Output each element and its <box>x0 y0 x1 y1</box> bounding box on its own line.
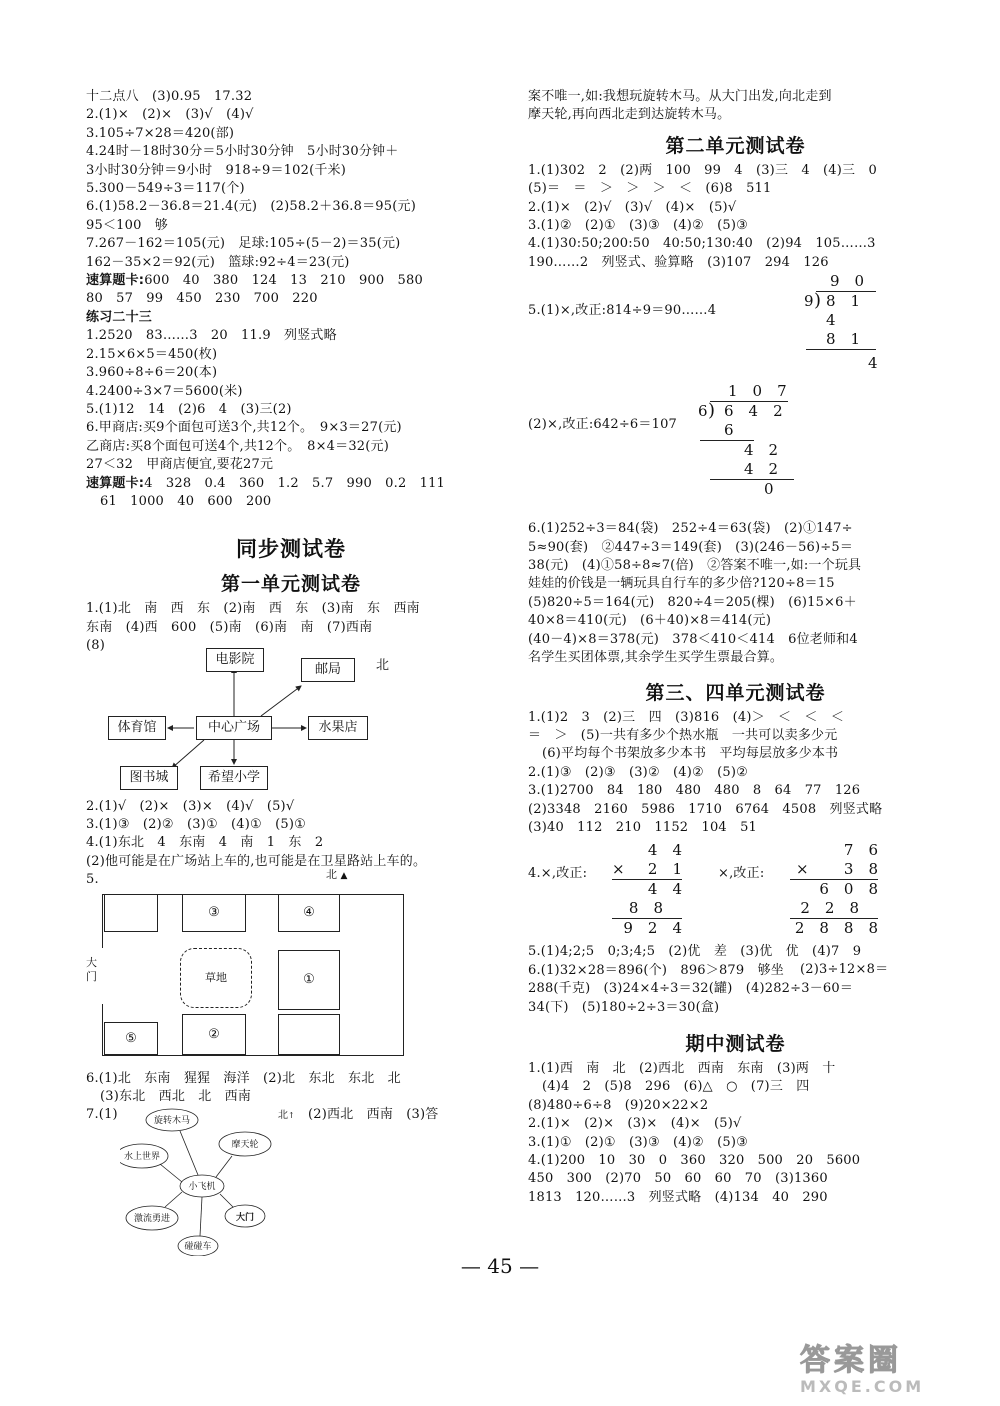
right-column: 案不唯一,如:我想玩旋转木马。从大门出发,向北走到 摩天轮,再向西北走到达旋转木马。 第二单元测试卷 1.(1)302 2 (2)两 100 99 4 (3)三 4 (4)三 0 (5)＝ ＝ ＞ ＞ ＞ ＜ (6)8 511 2.(1)× (2)√ (3)√ (4)× (5)√ 3.(1)② (2)① (3)③ (4)② (5)③ 4.(1)30:50;200:50 40:50;130:40 (2)94 105……3 190……2 列竖式、验算略 (3)107 294 126 5.(1)×,改正:814÷9＝90……4 9 0 9 ) 8 1 4 8 1 4 (2)×,改正:642÷6＝107 1 0 7 6 ) 6 4 2 6 4 2 4 2 0 6.(1)252÷3＝84(袋) 252÷4＝63(袋) (2)①147÷ 5≈90(套) ②447÷3＝149(套) (3)(246－56)÷5＝ 38(元) (4)①58÷8≈7(倍) ②答案不唯一,如:一个玩具 娃娃的价钱是一辆玩具自行车的多少倍?120÷8＝15 (5)820÷5＝164(元) 820÷4＝205(棵) (6)15×6＋ 40×8＝410(元) (6＋40)×8＝414(元) (40－4)×8＝378(元) 378＜410＜414 6位老师和4 名学生买团体票,其余学生买学生票最合算。 第三、四单元测试卷 1.(1)2 3 (2)三 四 (3)816 (4)＞ ＜ ＜ ＜ ＝ ＞ (5)一共有多少个热水瓶 一共可以卖多少元 (6)平均每个书架放多少本书 平均每层放多少本书 2.(1)③ (2)③ (3)② (4)② (5)② 3.(1)2700 84 180 480 480 8 64 77 126 (2)3348 2160 5986 1710 6764 4508 列竖式略 (3)40 112 210 1152 104 51 4.×,改正: 4 4 × 2 1 4 4 8 8 9 2 4 ×,改正: 7 6 × 3 8 6 0 8 2 2 8 2 8 8 8 5.(1)4;2;5 0;3;4;5 (2)优 差 (3)优 优 (4)7 9 6.(1)32×28＝896(个) 896＞879 够坐 288(千克) (3)24×4÷3＝32(罐) (4)282÷3－60＝ 34(下) (5)180÷2÷3＝30(盒) (2)3÷12×8＝ 期中测试卷 1.(1)西 南 北 (2)西北 西南 东南 (3)两 十 (4)4 2 (5)8 296 (6)△ ○ (7)三 四 (8)480÷6÷8 (9)20×22×2 2.(1)× (2)× (3)× (4)× (5)√ 3.(1)① (2)① (3)③ (4)② (5)③ 4.(1)200 10 30 0 360 320 500 20 5600 450 300 (2)70 50 60 60 70 (3)1360 1813 120……3 列竖式略 (4)134 40 290 <box>528 88 943 1207</box>
div2-work <box>700 382 790 499</box>
div2-divisor: 6 <box>698 402 708 421</box>
mul2-p1: 6 0 8 <box>819 880 878 899</box>
unit2-answers <box>528 162 943 272</box>
map5-block-1: ① <box>278 950 340 1010</box>
answer-line: 6.(1)32×28＝896(个) 896＞879 够坐 <box>528 962 784 978</box>
answer-line: (5)820÷5＝164(元) 820÷4＝205(棵) (6)15×6＋ <box>528 594 857 610</box>
speed-card-2-cont: 61 1000 40 600 200 <box>100 493 272 509</box>
unit1-title: 第一单元测试卷 <box>220 573 361 596</box>
watermark-logo <box>800 1345 990 1400</box>
mul1-p2: 8 8 <box>612 899 682 919</box>
mul1-b-row <box>612 860 682 880</box>
answer-line: 摩天轮,再向西北走到达旋转木马。 <box>528 107 731 123</box>
answer-line: (4)4 2 (5)8 296 (6)△ ○ (7)三 四 <box>542 1079 810 1095</box>
map8-library: 图书城 <box>120 766 178 790</box>
answer-line: (6)平均每个书架放多少本书 平均每层放多少本书 <box>542 746 839 762</box>
div1-rem: 4 <box>868 354 878 373</box>
answer-line: 6.甲商店:买9个面包可送3个,共12个。 9×3＝27(元) <box>86 420 402 436</box>
mul1-op: × <box>612 860 625 879</box>
answer-line: (3)东北 西北 北 西南 <box>100 1089 252 1104</box>
answer-line: 2.(1)× (2)√ (3)√ (4)× (5)√ <box>528 199 737 215</box>
answer-line: 95＜100 够 <box>86 217 168 233</box>
answer-line: 6.(1)252÷3＝84(袋) 252÷4＝63(袋) (2)①147÷ <box>528 521 853 537</box>
exercise-23-title: 练习二十三 <box>86 309 153 325</box>
q7-label: 7.(1) <box>86 1107 118 1123</box>
map8-school: 希望小学 <box>200 766 268 790</box>
answer-line: 190……2 列竖式、验算略 (3)107 294 126 <box>528 254 829 270</box>
div1-bracket: ) <box>814 290 822 312</box>
answer-line: 1.(1)北 南 西 东 (2)南 西 东 (3)南 东 西南 <box>86 601 420 617</box>
page-number: — 45 — <box>460 1254 540 1278</box>
sync-test-title: 同步测试卷 <box>236 537 346 562</box>
mul2-a: 7 6 <box>843 841 878 860</box>
answer-line: 1.(1)西 南 北 (2)西北 西南 东南 (3)两 十 <box>528 1060 836 1076</box>
answer-line: 案不唯一,如:我想玩旋转木马。从大门出发,向北走到 <box>528 89 832 104</box>
div1-dividend: 8 1 4 <box>826 292 876 330</box>
map5-grass: 草地 <box>180 948 252 1008</box>
answer-line: 27＜32 甲商店便宜,要花27元 <box>86 457 274 473</box>
div1-quotient: 9 0 <box>830 272 865 291</box>
div2-rem: 0 <box>764 480 774 499</box>
answer-line: (40－4)×8＝378(元) 378＜410＜414 6位老师和4 <box>528 631 858 647</box>
mul1-p1: 4 4 <box>647 880 682 899</box>
map5-block-3: ③ <box>182 894 246 932</box>
answer-line: 4.(1)200 10 30 0 360 320 500 20 5600 <box>528 1153 861 1168</box>
map8-fruit: 水果店 <box>308 716 368 740</box>
map5-block-se <box>278 1014 340 1055</box>
answer-line: 162－35×2＝92(元) 篮球:92÷4＝23(元) <box>86 254 350 270</box>
answer-line: 4.(1)30:50;200:50 40:50;130:40 (2)94 105……3 <box>528 236 876 252</box>
answer-line: 3.(1)③ (2)② (3)① (4)① (5)① <box>86 816 306 832</box>
answer-line: 2.15×6×5＝450(枚) <box>86 346 218 362</box>
map8-north: 北 <box>376 657 390 673</box>
multiplication-section <box>528 837 943 943</box>
unit34-title: 第三、四单元测试卷 <box>645 681 826 704</box>
q7-text: (2)西北 西南 (3)答 <box>308 1107 439 1123</box>
map8-square: 中心广场 <box>196 716 272 740</box>
unit1-answers-b <box>86 798 496 890</box>
div2-s3: 4 2 <box>710 460 794 480</box>
watermark-main: 答案圈 <box>800 1343 902 1378</box>
map5-gate: 大门 <box>86 955 97 983</box>
speed-card-1-cont: 80 57 99 450 230 700 220 <box>86 291 318 307</box>
answer-line: 2.(1)③ (2)③ (3)② (4)② (5)② <box>528 764 748 780</box>
answer-line: 1.(1)302 2 (2)两 100 99 4 (3)三 4 (4)三 0 <box>528 162 877 178</box>
answer-line: 5. <box>86 872 99 888</box>
park-map-5 <box>86 867 496 1070</box>
mul2-res: 2 8 8 8 <box>794 919 878 938</box>
midterm-answers <box>528 1060 943 1207</box>
answer-line: 3.(1)② (2)① (3)③ (4)② (5)③ <box>528 218 748 234</box>
map7-water: 水上世界 <box>123 1152 161 1163</box>
direction-map-8 <box>86 651 496 788</box>
div2-bracket: ) <box>708 400 716 422</box>
answer-line: 450 300 (2)70 50 60 60 70 (3)1360 <box>528 1171 828 1187</box>
answer-line: 娃娃的价钱是一辆玩具自行车的多少倍?120÷8＝15 <box>528 576 835 592</box>
div1-work <box>806 272 876 373</box>
answer-line: 3.(1)2700 84 180 480 480 8 64 77 126 <box>528 783 861 799</box>
answer-line: 1813 120……3 列竖式略 (4)134 40 290 <box>528 1189 828 1205</box>
unit1-answers-c <box>86 1070 496 1107</box>
unit34-answers-b <box>528 943 943 1017</box>
answer-line: 2.(1)× (2)× (3)√ (4)√ <box>86 107 254 123</box>
map5-block-5: ⑤ <box>104 1022 158 1055</box>
mul2-p2: 2 2 8 <box>790 899 878 919</box>
answer-line: 6.(1)北 东南 猩猩 海洋 (2)北 东北 东北 北 <box>86 1070 401 1086</box>
long-division-2 <box>528 382 943 520</box>
answer-line: 5.(1)4;2;5 0;3;4;5 (2)优 差 (3)优 优 (4)7 9 <box>528 944 862 960</box>
div1-sub: 8 1 <box>806 330 876 350</box>
map7-gate: 大门 <box>235 1213 255 1224</box>
div2-s1: 6 <box>700 421 754 441</box>
answer-line: 3小时30分钟＝9小时 918÷9＝102(千米) <box>86 162 347 178</box>
map7-drawing <box>120 1106 300 1256</box>
right-top-answers <box>528 88 943 125</box>
map8-cinema: 电影院 <box>206 648 264 672</box>
answer-line: 名学生买团体票,其余学生买学生票最合算。 <box>528 650 784 666</box>
mul2-op: × <box>796 860 809 879</box>
left-top-answers <box>86 88 496 272</box>
left-column <box>86 88 496 1256</box>
mul2-work <box>790 841 878 938</box>
answer-line: ＝ ＞ (5)一共有多少个热水瓶 一共可以卖多少元 <box>528 727 838 743</box>
map5-north: 北 ▲ <box>326 867 348 881</box>
answer-line: (3)40 112 210 1152 104 51 <box>528 819 758 835</box>
exercise-23-answers <box>86 327 496 474</box>
map7-carousel: 旋转木马 <box>153 1116 191 1127</box>
answer-line: 6.(1)58.2－36.8＝21.4(元) (2)58.2＋36.8＝95(元) <box>86 199 416 215</box>
answer-line: 3.(1)① (2)① (3)③ (4)② (5)③ <box>528 1134 748 1150</box>
answer-line: 1.2520 83……3 20 11.9 列竖式略 <box>86 328 337 344</box>
div2-quotient: 1 0 7 <box>728 382 787 401</box>
answer-line: 十二点八 (3)0.95 17.32 <box>86 89 253 104</box>
midterm-title: 期中测试卷 <box>685 1032 786 1055</box>
q4-label-1: 4.×,改正: <box>528 866 588 882</box>
answer-line: 2.(1)× (2)× (3)× (4)× (5)√ <box>528 1116 742 1132</box>
answer-line: 288(千克) (3)24×4÷3＝32(罐) (4)282÷3－60＝ <box>528 981 854 997</box>
div1-dividend-row <box>804 290 876 330</box>
div1-divisor: 9 <box>804 292 814 311</box>
speed-card-1: 速算题卡:600 40 380 124 13 210 900 580 <box>86 273 423 289</box>
answer-line: 3.960÷8÷6＝20(本) <box>86 365 218 381</box>
map5-block-2: ② <box>182 1014 246 1055</box>
q5-1-text: 5.(1)×,改正:814÷9＝90……4 <box>528 303 717 319</box>
mul1-b: 2 1 <box>647 860 682 879</box>
map7-bumper: 碰碰车 <box>184 1242 212 1253</box>
answer-line: 2.(1)√ (2)× (3)× (4)√ (5)√ <box>86 798 295 814</box>
map5-block-4: ④ <box>278 894 340 932</box>
answer-line: 7.267－162＝105(元) 足球:105÷(5－2)＝35(元) <box>86 236 401 252</box>
amusement-map-7 <box>86 1106 496 1256</box>
answer-line: 5.(1)12 14 (2)6 4 (3)三(2) <box>86 401 292 417</box>
long-division-1 <box>528 272 943 373</box>
answer-line: 1.(1)2 3 (2)三 四 (3)816 (4)＞ ＜ ＜ ＜ <box>528 709 845 725</box>
map7-ferris: 摩天轮 <box>231 1140 259 1151</box>
answer-line: 5≈90(套) ②447÷3＝149(套) (3)(246－56)÷5＝ <box>528 539 854 555</box>
map5-block-nw <box>104 894 158 932</box>
div2-s2: 4 2 <box>744 441 779 460</box>
map8-post: 邮局 <box>301 658 355 682</box>
q4-label-2: ×,改正: <box>718 866 765 882</box>
answer-line: 4.2400÷3×7＝5600(米) <box>86 383 243 399</box>
mul2-b-row <box>790 860 878 880</box>
mul1-a: 4 4 <box>647 841 682 860</box>
mul1-res: 9 2 4 <box>623 919 682 938</box>
answer-line: (2)3348 2160 5986 1710 6764 4508 列竖式略 <box>528 801 883 817</box>
answer-line: (8) <box>86 638 106 654</box>
answer-line: (8)480÷6÷8 (9)20×22×2 <box>528 1097 709 1113</box>
unit2-answers-b <box>528 520 943 667</box>
unit2-title: 第二单元测试卷 <box>665 134 806 157</box>
div2-dividend: 6 4 2 <box>724 402 783 421</box>
mul1-work <box>612 841 682 938</box>
answer-line: 4.24时－18时30分＝5小时30分钟 5小时30分钟＋ <box>86 144 399 160</box>
mul2-b: 3 8 <box>843 860 878 879</box>
answer-line: 40×8＝410(元) (6＋40)×8＝414(元) <box>528 613 772 629</box>
map8-gym: 体育馆 <box>108 716 166 740</box>
unit34-answers <box>528 709 943 838</box>
div2-dividend-row <box>698 400 788 422</box>
answer-line: 乙商店:买8个面包可送4个,共12个。 8×4＝32(元) <box>86 438 390 454</box>
map7-north: 北↑ <box>278 1110 295 1122</box>
answer-line: 34(下) (5)180÷2÷3＝30(盒) <box>528 999 720 1015</box>
answer-line: 东南 (4)西 600 (5)南 (6)南 南 (7)西南 <box>86 619 373 635</box>
answer-line: (2)他可能是在广场站上车的,也可能是在卫星路站上车的。 <box>86 853 427 869</box>
answer-line: 4.(1)东北 4 东南 4 南 1 东 2 <box>86 835 324 851</box>
speed-card-2: 速算题卡:4 328 0.4 360 1.2 5.7 990 0.2 111 <box>86 475 446 491</box>
map7-rapids: 激流勇进 <box>133 1214 171 1225</box>
map5-gate-gap <box>101 948 104 1004</box>
answer-line: 3.105÷7×28＝420(部) <box>86 125 235 141</box>
answer-line: (5)＝ ＝ ＞ ＞ ＞ ＜ (6)8 511 <box>528 181 772 197</box>
answer-line: 38(元) (4)①58÷8≈7(倍) ②答案不唯一,如:一个玩具 <box>528 558 862 574</box>
watermark-url: MXQE.COM <box>800 1377 925 1396</box>
map7-plane: 小飞机 <box>188 1182 216 1193</box>
answer-line: 5.300－549÷3＝117(个) <box>86 181 245 197</box>
unit1-answers-a <box>86 600 496 655</box>
q5-2-text: (2)×,改正:642÷6＝107 <box>528 417 678 433</box>
